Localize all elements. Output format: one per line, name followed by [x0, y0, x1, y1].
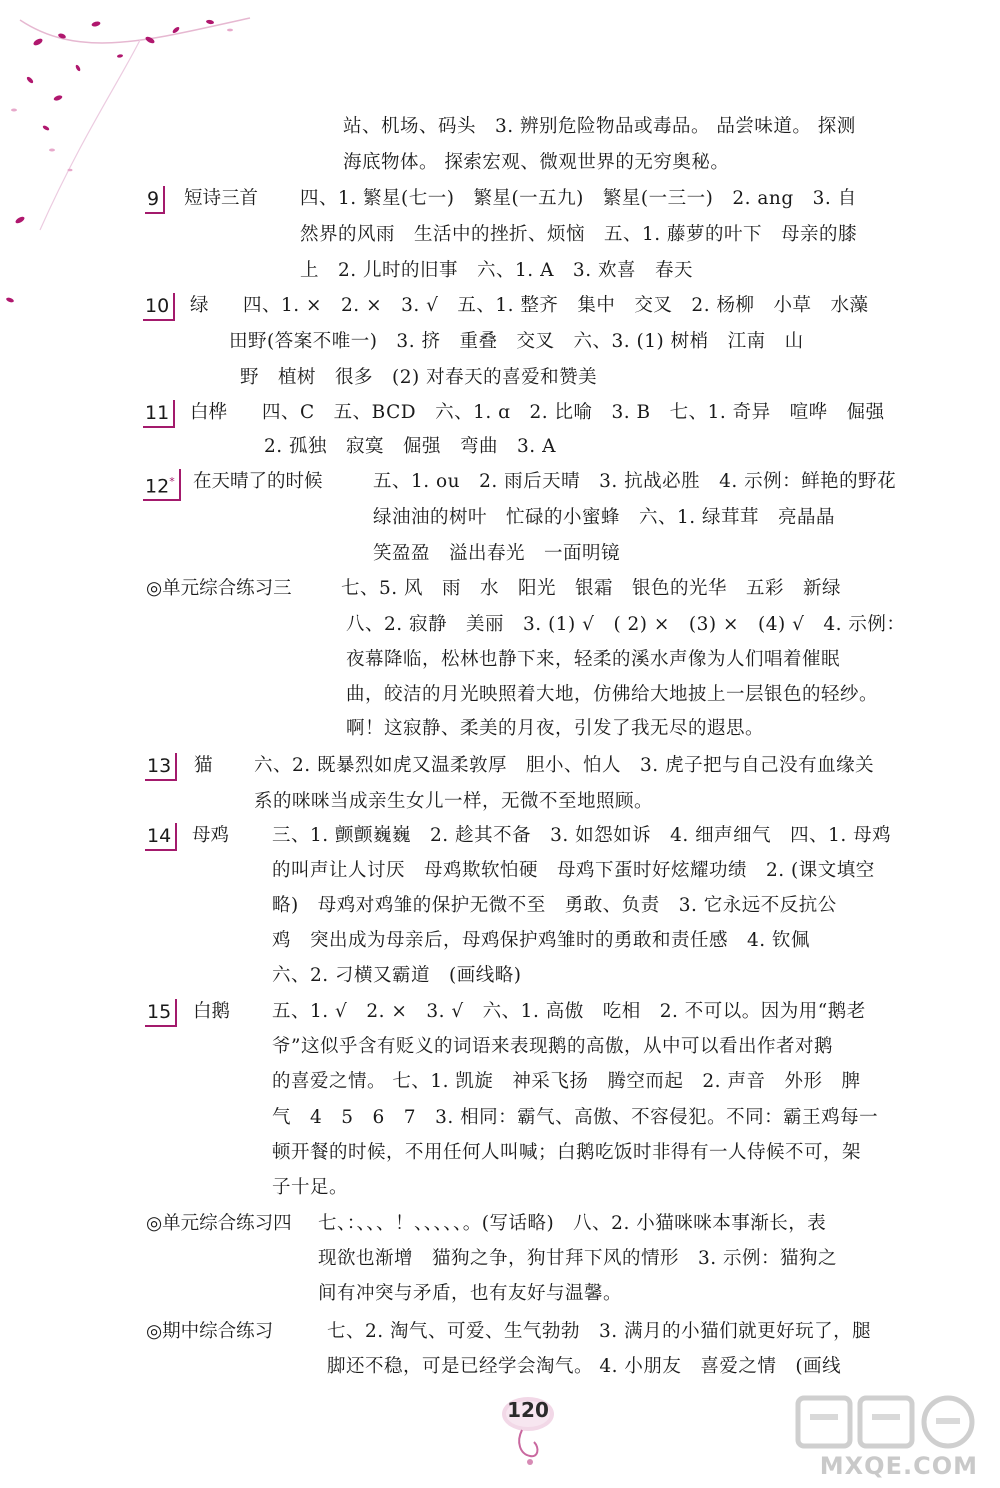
- unit-review-title: ◎单元综合练习三: [146, 578, 292, 599]
- answer-line: 曲，皎洁的月光映照着大地，仿佛给大地披上一层银色的轻纱。: [346, 684, 879, 705]
- answer-line: 海底物体。 探索宏观、微观世界的无穷奥秘。: [343, 152, 730, 173]
- answer-line: 三、1. 颤颤巍巍 2. 趁其不备 3. 如怨如诉 4. 细声细气 四、1. 母鸡: [272, 825, 892, 846]
- answer-line: 爷”这似乎含有贬义的词语来表现鹅的高傲，从中可以看出作者对鹅: [272, 1036, 833, 1057]
- answer-line: 的喜爱之情。 七、1. 凯旋 神采飞扬 腾空而起 2. 声音 外形 脾: [272, 1071, 861, 1092]
- answer-line: 六、2. 既暴烈如虎又温柔敦厚 胆小、怕人 3. 虎子把与自己没有血缘关: [254, 755, 875, 776]
- answer-line: 系的咪咪当成亲生女儿一样，无微不至地照顾。: [254, 791, 654, 812]
- answer-line: 四、1. 繁星(七一) 繁星(一五九) 繁星(一三一) 2. ang 3. 自: [300, 188, 857, 209]
- lesson-title: 在天晴了的时候: [193, 471, 323, 492]
- lesson-number: 9: [145, 186, 165, 214]
- corner-decoration: [0, 0, 290, 320]
- lesson-title: 绿: [190, 295, 209, 316]
- midterm-review-title: ◎期中综合练习: [146, 1321, 274, 1342]
- answer-line: 五、1. ou 2. 雨后天晴 3. 抗战必胜 4. 示例：鲜艳的野花: [373, 471, 897, 492]
- lesson-number: [143, 469, 181, 501]
- answer-line: 六、2. 刁横又霸道 (画线略): [272, 965, 522, 986]
- answer-line: 八、2. 寂静 美丽 3. (1) √ ( 2) × (3) × (4) √ 4. 示例：: [346, 614, 906, 635]
- lesson-number-text: 12: [145, 475, 170, 498]
- answer-line: 顿开餐的时候，不用任何人叫喊；白鹅吃饭时非得有一人侍候不可，架: [272, 1142, 862, 1163]
- lesson-title: 猫: [194, 755, 213, 776]
- answer-line: 2. 孤独 寂寞 倔强 弯曲 3. A: [264, 436, 556, 457]
- answer-line: 四、1. × 2. × 3. √ 五、1. 整齐 集中 交叉 2. 杨柳 小草 水藻: [243, 295, 869, 316]
- answer-line: 田野(答案不唯一) 3. 挤 重叠 交叉 六、3. (1) 树梢 江南 山: [229, 331, 804, 352]
- lesson-title: 母鸡: [192, 825, 230, 846]
- answer-line: 气 4 5 6 7 3. 相同：霸气、高傲、不容侵犯。不同：霸王鸡每一: [272, 1107, 879, 1128]
- answer-line: 七、2. 淘气、可爱、生气勃勃 3. 满月的小猫们就更好玩了，腿: [327, 1321, 872, 1342]
- lesson-title: 短诗三首: [184, 188, 259, 209]
- answer-line: 绿油油的树叶 忙碌的小蜜蜂 六、1. 绿茸茸 亮晶晶: [373, 507, 836, 528]
- lesson-title: 白鹅: [193, 1001, 231, 1022]
- answer-line: 野 植树 很多 (2) 对春天的喜爱和赞美: [240, 367, 598, 388]
- answer-line: 间有冲突与矛盾，也有友好与温馨。: [318, 1283, 623, 1304]
- lesson-number: 13: [145, 753, 177, 781]
- unit-review-title: ◎单元综合练习四: [146, 1213, 292, 1234]
- answer-line: 七、：、、、！、、、、、。(写话略) 八、2. 小猫咪咪本事渐长，表: [318, 1213, 827, 1234]
- answer-line: 然界的风雨 生活中的挫折、烦恼 五、1. 藤萝的叶下 母亲的膝: [300, 224, 858, 245]
- answer-line: 鸡 突出成为母亲后，母鸡保护鸡雏时的勇敢和责任感 4. 钦佩: [272, 930, 811, 951]
- answer-line: 七、5. 风 雨 水 阳光 银霜 银色的光华 五彩 新绿: [341, 578, 842, 599]
- optional-star: *: [169, 475, 175, 488]
- lesson-title: 白桦: [190, 402, 228, 423]
- answer-line: 现欲也渐增 猫狗之争，狗甘拜下风的情形 3. 示例：猫狗之: [318, 1248, 838, 1269]
- lesson-number: 14: [145, 823, 177, 851]
- lesson-number: 11: [143, 400, 175, 428]
- answer-line: 笑盈盈 溢出春光 一面明镜: [373, 543, 621, 564]
- answer-line: 五、1. √ 2. × 3. √ 六、1. 高傲 吃相 2. 不可以。因为用“鹅老: [272, 1001, 866, 1022]
- answer-line: 脚还不稳，可是已经学会淘气。 4. 小朋友 喜爱之情 (画线: [327, 1356, 842, 1377]
- page-number: 120: [507, 1398, 549, 1422]
- answer-line: 站、机场、码头 3. 辨别危险物品或毒品。 品尝味道。 探测: [343, 116, 856, 137]
- watermark-url: MXQE.COM: [819, 1452, 978, 1480]
- answer-line: 上 2. 儿时的旧事 六、1. A 3. 欢喜 春天: [300, 260, 693, 281]
- answer-line: 略) 母鸡对鸡雏的保护无微不至 勇敢、负责 3. 它永远不反抗公: [272, 895, 837, 916]
- answer-line: 子十足。: [272, 1177, 349, 1198]
- answer-line: 啊！这寂静、柔美的月夜，引发了我无尽的遐思。: [346, 718, 765, 739]
- answer-line: 四、C 五、BCD 六、1. ɑ 2. 比喻 3. B 七、1. 奇异 喧哗 倔强: [262, 402, 885, 423]
- answer-line: 夜幕降临，松林也静下来，轻柔的溪水声像为人们唱着催眠: [346, 649, 841, 670]
- lesson-number: 10: [143, 293, 175, 321]
- lesson-number: 15: [145, 999, 177, 1027]
- answer-line: 的叫声让人讨厌 母鸡欺软怕硬 母鸡下蛋时好炫耀功绩 2. (课文填空: [272, 860, 875, 881]
